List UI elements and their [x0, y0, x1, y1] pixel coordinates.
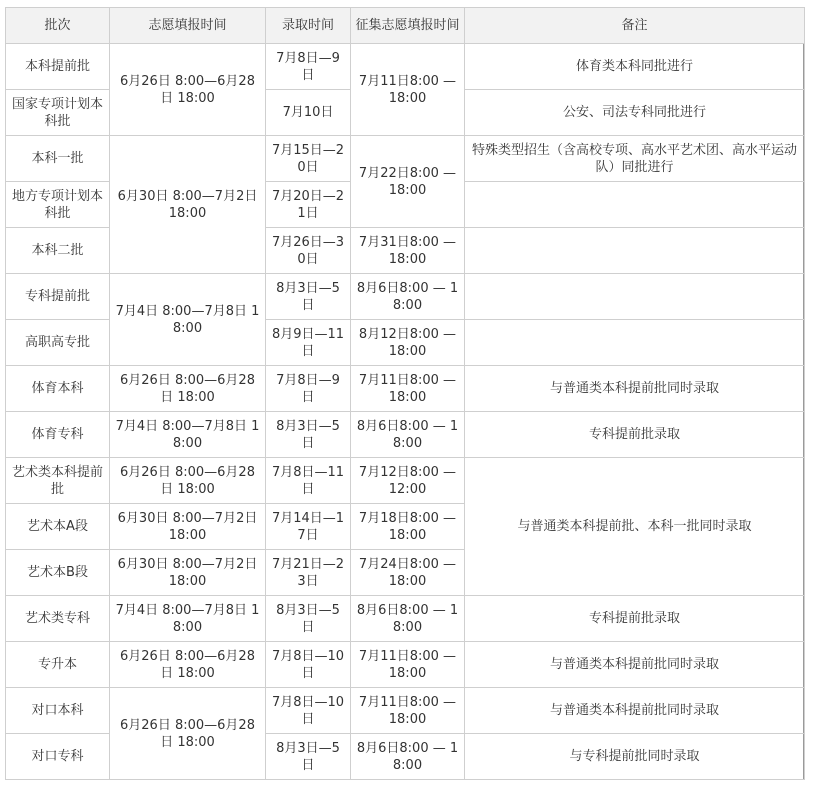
batch-cell: 体育专科 — [6, 412, 110, 458]
batch-cell: 对口本科 — [6, 688, 110, 734]
batch-cell: 艺术类专科 — [6, 596, 110, 642]
table-row — [6, 136, 805, 182]
note-cell: 专科提前批录取 — [465, 596, 805, 642]
fill-time-cell: 6月26日 8:00—6月28日 18:00 — [110, 44, 266, 136]
collect-time-cell: 7月11日8:00 — 18:00 — [351, 688, 465, 734]
collect-time-cell: 7月18日8:00 — 18:00 — [351, 504, 465, 550]
batch-cell: 体育本科 — [6, 366, 110, 412]
batch-cell: 专科提前批 — [6, 274, 110, 320]
fill-time-cell: 6月26日 8:00—6月28日 18:00 — [110, 458, 266, 504]
fill-time-cell: 6月30日 8:00—7月2日 18:00 — [110, 504, 266, 550]
admit-time-cell: 7月8日—10日 — [266, 642, 351, 688]
note-cell: 专科提前批录取 — [465, 412, 805, 458]
note-cell: 与普通类本科提前批同时录取 — [465, 642, 805, 688]
header-admit-time: 录取时间 — [266, 8, 351, 44]
fill-time-cell: 6月30日 8:00—7月2日 18:00 — [110, 550, 266, 596]
table-row — [6, 412, 805, 458]
admit-time-cell: 7月10日 — [266, 90, 351, 136]
admit-time-cell: 7月15日—20日 — [266, 136, 351, 182]
header-batch: 批次 — [6, 8, 110, 44]
collect-time-cell: 8月6日8:00 — 18:00 — [351, 734, 465, 780]
table-row — [6, 688, 805, 734]
collect-time-cell: 7月31日8:00 — 18:00 — [351, 228, 465, 274]
admission-schedule-table — [5, 7, 805, 780]
batch-cell: 艺术本B段 — [6, 550, 110, 596]
collect-time-cell: 7月11日8:00 — 18:00 — [351, 44, 465, 136]
collect-time-cell: 7月22日8:00 — 18:00 — [351, 136, 465, 228]
fill-time-cell: 6月26日 8:00—6月28日 18:00 — [110, 366, 266, 412]
admit-time-cell: 8月3日—5日 — [266, 734, 351, 780]
batch-cell: 本科一批 — [6, 136, 110, 182]
table-row — [6, 274, 805, 320]
admit-time-cell: 8月9日—11日 — [266, 320, 351, 366]
note-cell: 特殊类型招生（含高校专项、高水平艺术团、高水平运动队）同批进行 — [465, 136, 805, 182]
note-cell: 公安、司法专科同批进行 — [465, 90, 805, 136]
note-cell: 与普通类本科提前批同时录取 — [465, 366, 805, 412]
table-row — [6, 44, 805, 90]
batch-cell: 本科提前批 — [6, 44, 110, 90]
batch-cell: 艺术本A段 — [6, 504, 110, 550]
header-note: 备注 — [465, 8, 805, 44]
fill-time-cell: 7月4日 8:00—7月8日 18:00 — [110, 274, 266, 366]
fill-time-cell: 6月26日 8:00—6月28日 18:00 — [110, 642, 266, 688]
admit-time-cell: 7月26日—30日 — [266, 228, 351, 274]
batch-cell: 地方专项计划本科批 — [6, 182, 110, 228]
admit-time-cell: 7月8日—9日 — [266, 366, 351, 412]
table-row — [6, 366, 805, 412]
batch-cell: 对口专科 — [6, 734, 110, 780]
batch-cell: 国家专项计划本科批 — [6, 90, 110, 136]
note-cell-empty — [465, 228, 805, 274]
note-cell: 体育类本科同批进行 — [465, 44, 805, 90]
admit-time-cell: 8月3日—5日 — [266, 412, 351, 458]
note-cell-empty — [465, 274, 805, 320]
collect-time-cell: 8月6日8:00 — 18:00 — [351, 412, 465, 458]
admit-time-cell: 7月20日—21日 — [266, 182, 351, 228]
header-collect-time: 征集志愿填报时间 — [351, 8, 465, 44]
note-cell: 与专科提前批同时录取 — [465, 734, 805, 780]
collect-time-cell: 7月12日8:00 — 12:00 — [351, 458, 465, 504]
batch-cell: 本科二批 — [6, 228, 110, 274]
admit-time-cell: 8月3日—5日 — [266, 274, 351, 320]
table-header-row — [6, 8, 805, 44]
table-row — [6, 642, 805, 688]
admit-time-cell: 7月8日—11日 — [266, 458, 351, 504]
collect-time-cell: 8月6日8:00 — 18:00 — [351, 274, 465, 320]
fill-time-cell: 6月26日 8:00—6月28日 18:00 — [110, 688, 266, 780]
collect-time-cell: 7月11日8:00 — 18:00 — [351, 642, 465, 688]
fill-time-cell: 6月30日 8:00—7月2日 18:00 — [110, 136, 266, 274]
note-cell: 与普通类本科提前批、本科一批同时录取 — [465, 458, 805, 596]
collect-time-cell: 7月11日8:00 — 18:00 — [351, 366, 465, 412]
admit-time-cell: 7月8日—10日 — [266, 688, 351, 734]
admit-time-cell: 7月14日—17日 — [266, 504, 351, 550]
admit-time-cell: 8月3日—5日 — [266, 596, 351, 642]
admit-time-cell: 7月21日—23日 — [266, 550, 351, 596]
admit-time-cell: 7月8日—9日 — [266, 44, 351, 90]
batch-cell: 艺术类本科提前批 — [6, 458, 110, 504]
header-fill-time: 志愿填报时间 — [110, 8, 266, 44]
fill-time-cell: 7月4日 8:00—7月8日 18:00 — [110, 596, 266, 642]
batch-cell: 高职高专批 — [6, 320, 110, 366]
note-cell-empty — [465, 182, 805, 228]
fill-time-cell: 7月4日 8:00—7月8日 18:00 — [110, 412, 266, 458]
batch-cell: 专升本 — [6, 642, 110, 688]
table-row — [6, 596, 805, 642]
collect-time-cell: 8月12日8:00 — 18:00 — [351, 320, 465, 366]
collect-time-cell: 7月24日8:00 — 18:00 — [351, 550, 465, 596]
note-cell: 与普通类本科提前批同时录取 — [465, 688, 805, 734]
table-row — [6, 458, 805, 504]
note-cell-empty — [465, 320, 805, 366]
collect-time-cell: 8月6日8:00 — 18:00 — [351, 596, 465, 642]
